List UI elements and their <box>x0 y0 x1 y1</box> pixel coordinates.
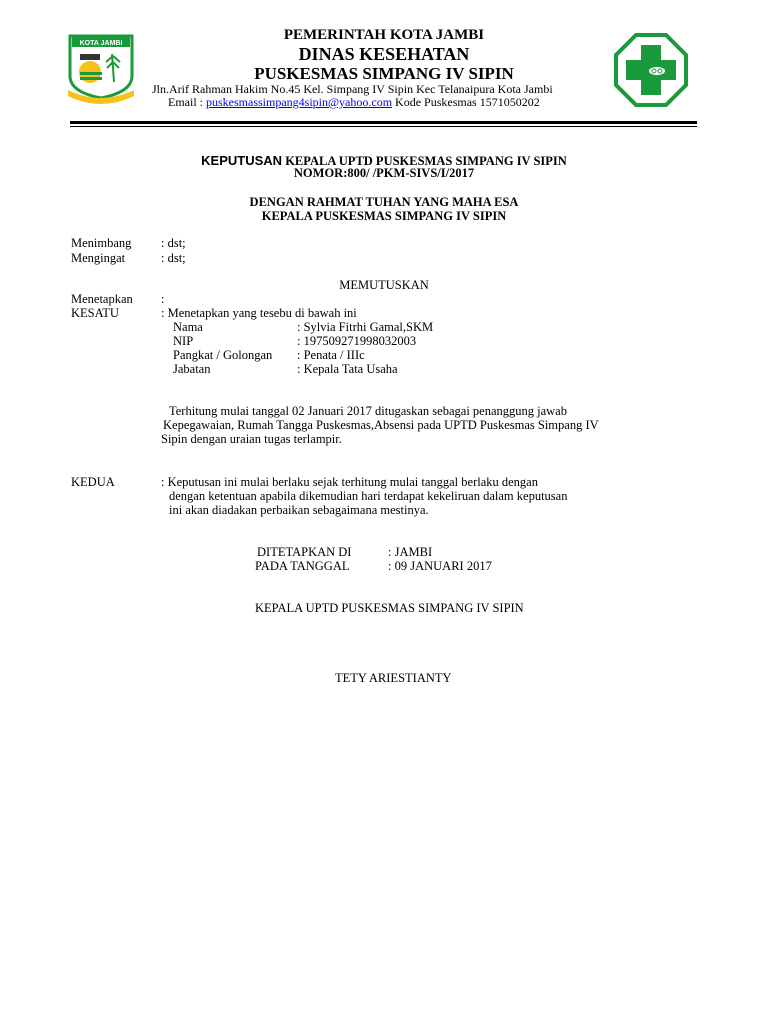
field-pangkat-value: : Penata / IIIc <box>297 348 365 362</box>
letterhead-rule-thick <box>70 121 697 124</box>
kesatu-para-line2: Kepegawaian, Rumah Tangga Puskesmas,Absensi pada UPTD Puskesmas Simpang IV <box>163 418 599 432</box>
letterhead-rule-thin <box>70 126 697 127</box>
field-jabatan-label: Jabatan <box>173 362 211 376</box>
field-nama-value: : Sylvia Fitrhi Gamal,SKM <box>297 320 434 334</box>
memutuskan-heading: MEMUTUSKAN <box>339 278 429 292</box>
decree-title-rest: KEPALA UPTD PUSKESMAS SIMPANG IV SIPIN <box>282 154 567 168</box>
field-jabatan-value: : Kepala Tata Usaha <box>297 362 398 376</box>
tanggal-label: PADA TANGGAL <box>255 559 350 573</box>
ditetapkan-value: : JAMBI <box>388 545 433 559</box>
puskesmas-code: Kode Puskesmas 1571050202 <box>392 95 540 109</box>
mengingat-value: : dst; <box>161 251 186 265</box>
email-link[interactable]: puskesmassimpang4sipin@yahoo.com <box>206 95 393 109</box>
mengingat-label: Mengingat <box>71 251 126 265</box>
kedua-label: KEDUA <box>71 475 115 489</box>
email-label: Email : <box>168 95 206 109</box>
letterhead-address: Jln.Arif Rahman Hakim No.45 Kel. Simpang IV Sipin Kec Telanaipura Kota Jambi <box>152 82 553 96</box>
menetapkan-value: : <box>161 292 165 306</box>
kesatu-para-line1: Terhitung mulai tanggal 02 Januari 2017 ditugaskan sebagai penanggung jawab <box>169 404 567 418</box>
menetapkan-label: Menetapkan <box>71 292 133 306</box>
letterhead-email-line <box>168 95 540 110</box>
kesatu-intro: : Menetapkan yang tesebu di bawah ini <box>161 306 357 320</box>
tanggal-value: : 09 JANUARI 2017 <box>388 559 492 573</box>
field-nama-label: Nama <box>173 320 203 334</box>
kesatu-para-line3: Sipin dengan uraian tugas terlampir. <box>161 432 342 446</box>
menimbang-label: Menimbang <box>71 236 132 250</box>
menimbang-value: : dst; <box>161 236 186 250</box>
kedua-line3: ini akan diadakan perbaikan sebagaimana mestinya. <box>169 503 429 517</box>
kepala-line: KEPALA PUSKESMAS SIMPANG IV SIPIN <box>261 209 507 223</box>
field-nip-value: : 197509271998032003 <box>297 334 417 348</box>
kedua-line1: : Keputusan ini mulai berlaku sejak terhitung mulai tanggal berlaku dengan <box>161 475 538 489</box>
letterhead-line3: PUSKESMAS SIMPANG IV SIPIN <box>254 64 514 83</box>
field-nip-label: NIP <box>173 334 194 348</box>
letterhead-line1: PEMERINTAH KOTA JAMBI <box>283 27 485 43</box>
decree-number: NOMOR:800/ /PKM-SIVS/I/2017 <box>293 166 475 180</box>
field-pangkat-label: Pangkat / Golongan <box>173 348 273 362</box>
kedua-line2: dengan ketentuan apabila dikemudian hari terdapat kekeliruan dalam keputusan <box>169 489 568 503</box>
decree-title-word: KEPUTUSAN <box>201 153 283 168</box>
signatory-name: TETY ARIESTIANTY <box>335 671 452 685</box>
rahmat-line: DENGAN RAHMAT TUHAN YANG MAHA ESA <box>249 195 519 209</box>
signatory-position: KEPALA UPTD PUSKESMAS SIMPANG IV SIPIN <box>255 601 524 615</box>
letterhead-line2: DINAS KESEHATAN <box>298 44 470 64</box>
logo-left-text: KOTA JAMBI <box>79 40 123 47</box>
kesatu-label: KESATU <box>71 306 119 320</box>
ditetapkan-label: DITETAPKAN DI <box>257 545 352 559</box>
